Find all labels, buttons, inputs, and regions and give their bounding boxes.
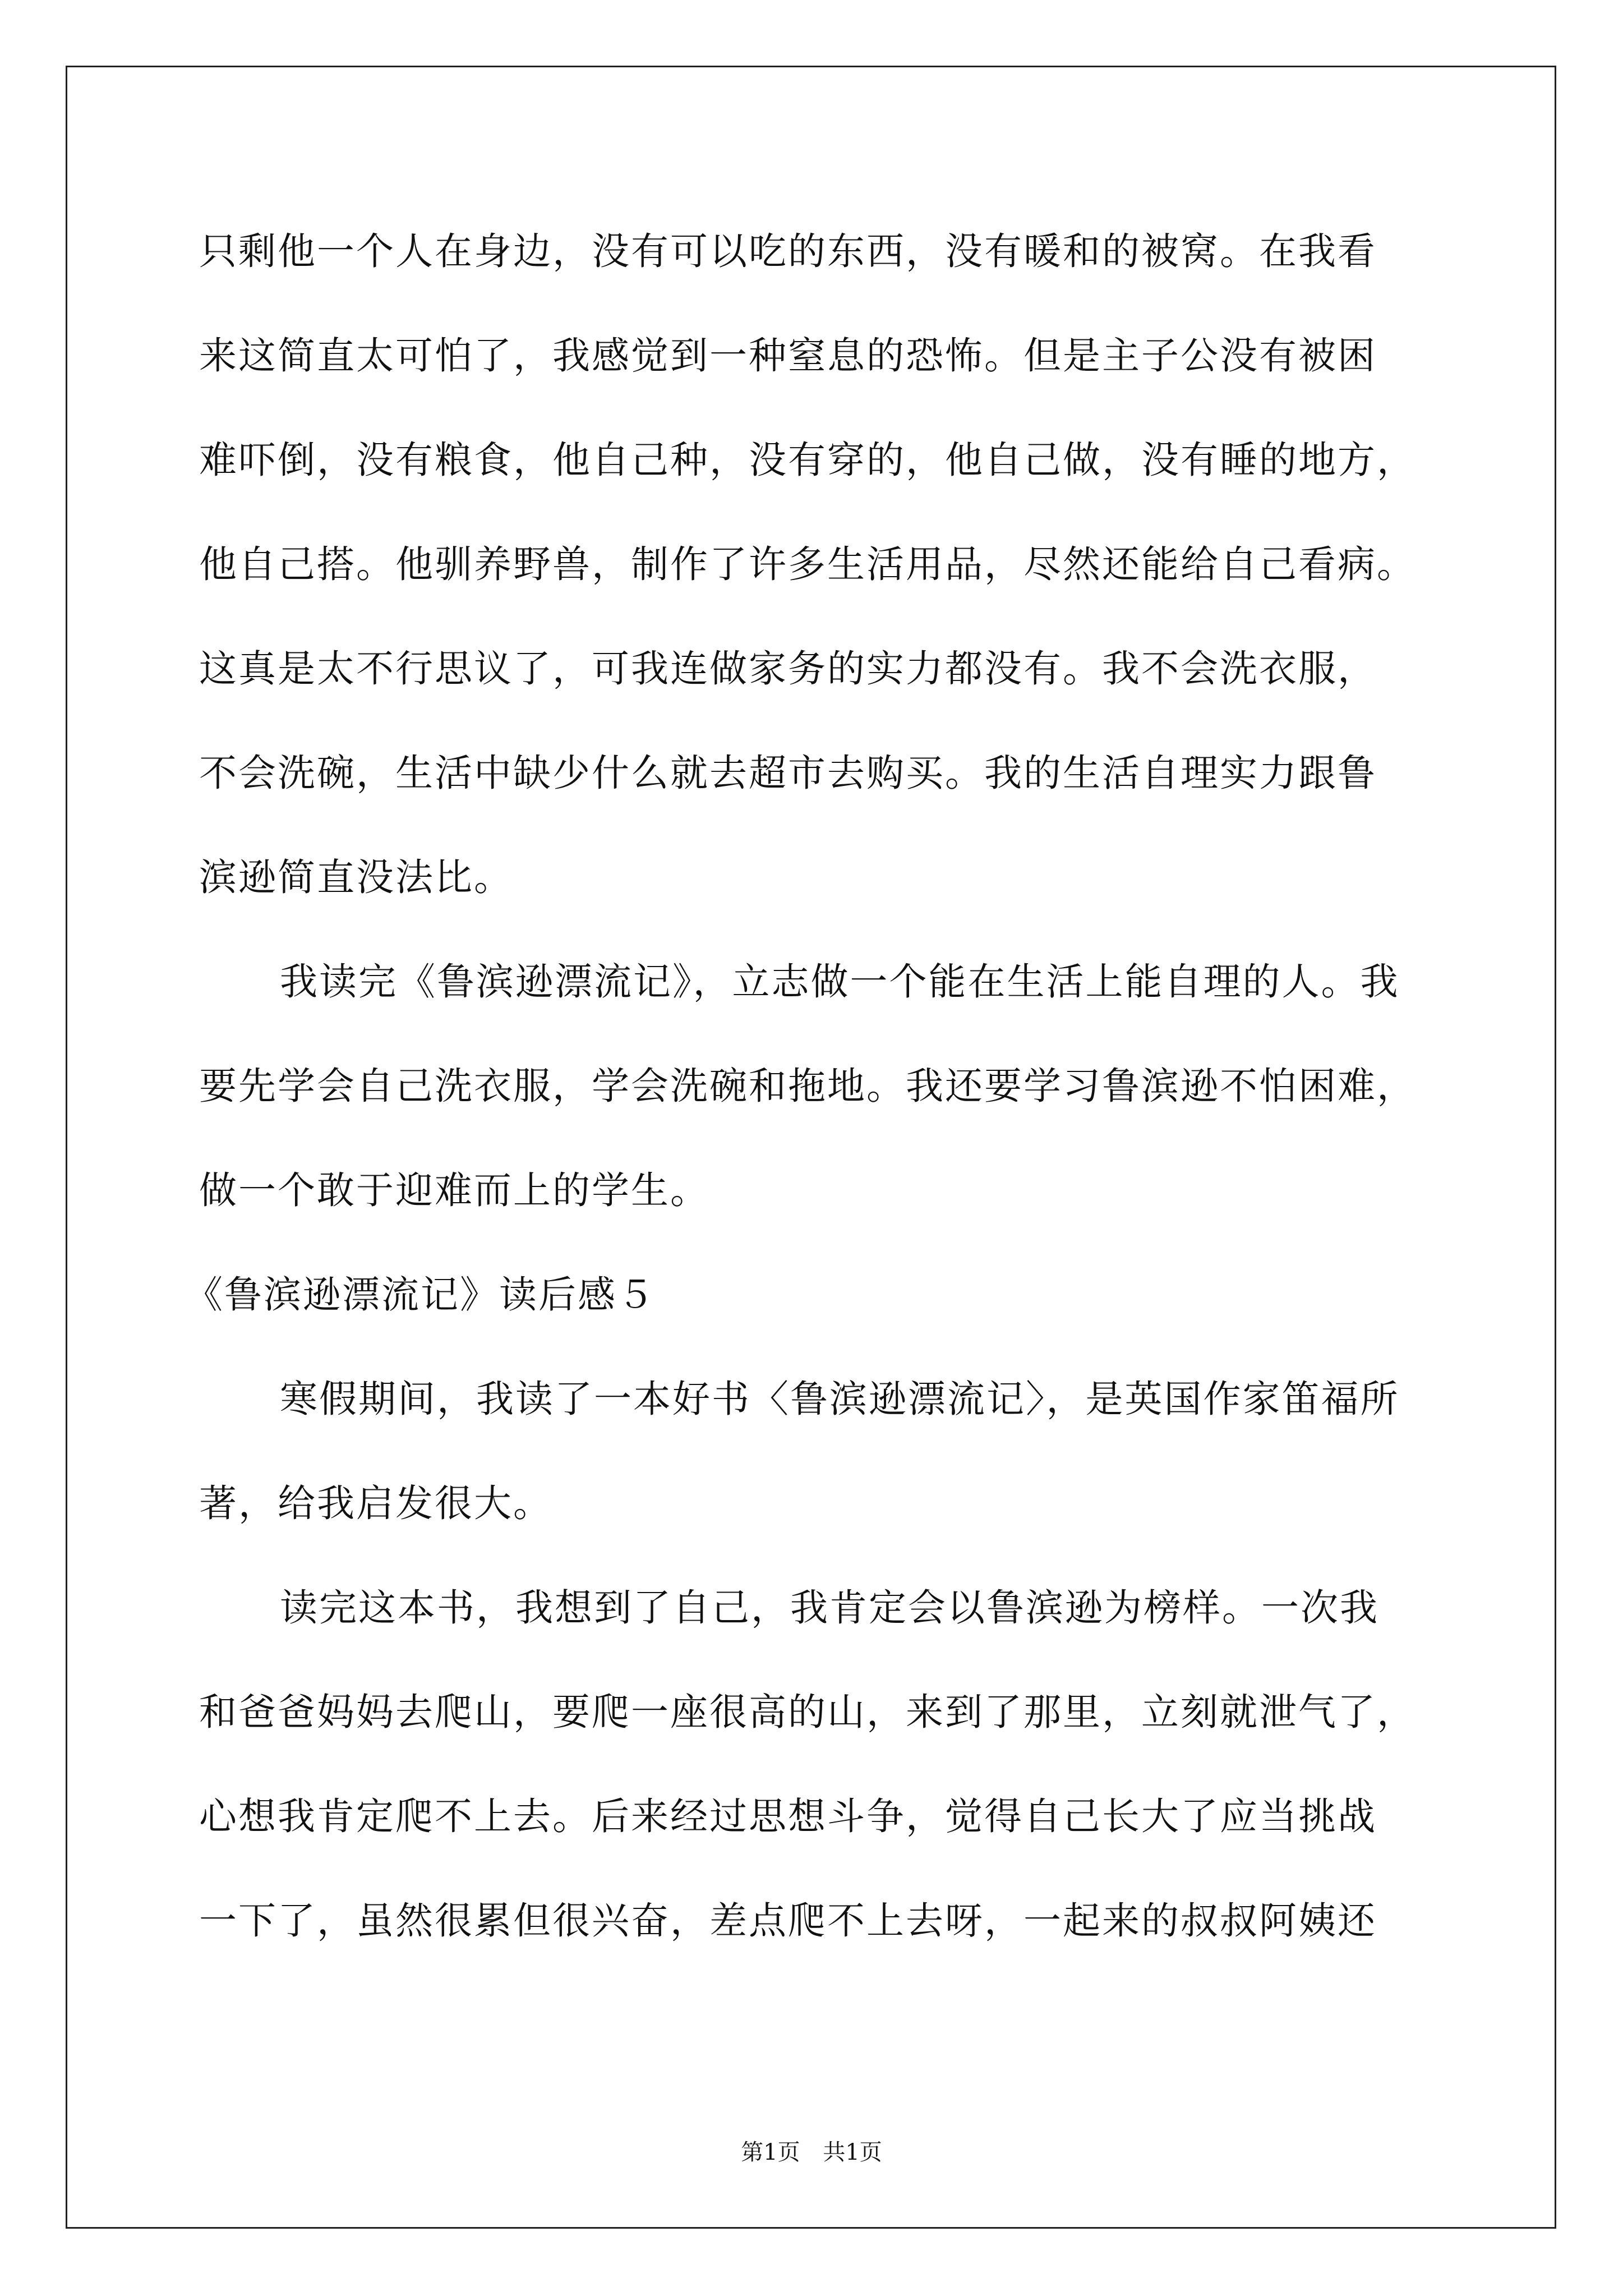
text-line: 要先学会自己洗衣服，学会洗碗和拖地。我还要学习鲁滨逊不怕困难，: [199, 1064, 1416, 1108]
page-count: 共1页: [823, 2139, 882, 2165]
text-line: 著，给我启发很大。: [199, 1481, 552, 1525]
page-footer: [0, 2134, 1623, 2166]
text-line: 做一个敢于迎难而上的学生。: [199, 1168, 709, 1212]
text-line: 心想我肯定爬不上去。后来经过思想斗争，觉得自己长大了应当挑战: [199, 1795, 1377, 1838]
document-body: [185, 199, 1433, 1973]
text-line: 他自己搭。他驯养野兽，制作了许多生活用品，尽然还能给自己看病。: [199, 542, 1416, 586]
paragraph-start-line: 读完这本书，我想到了自己，我肯定会以鲁滨逊为榜样。一次我: [280, 1586, 1379, 1630]
text-line: 一下了，虽然很累但很兴奋，差点爬不上去呀，一起来的叔叔阿姨还: [199, 1899, 1377, 1943]
paragraph-start-line: 寒假期间，我读了一本好书〈鲁滨逊漂流记〉，是英国作家笛福所: [280, 1377, 1400, 1421]
paragraph-start-line: 我读完《鲁滨逊漂流记》，立志做一个能在生活上能自理的人。我: [280, 960, 1400, 1004]
text-line: 只剩他一个人在身边，没有可以吃的东西，没有暖和的被窝。在我看: [199, 229, 1377, 273]
section-title: 《鲁滨逊漂流记》读后感５: [185, 1273, 656, 1317]
text-line: 难吓倒，没有粮食，他自己种，没有穿的，他自己做，没有睡的地方，: [199, 438, 1416, 482]
text-line: 和爸爸妈妈去爬山，要爬一座很高的山，来到了那里，立刻就泄气了，: [199, 1690, 1416, 1734]
text-line: 不会洗碗，生活中缺少什么就去超市去购买。我的生活自理实力跟鲁: [199, 751, 1377, 795]
page-number: 第1页: [741, 2139, 800, 2165]
text-line: 这真是太不行思议了，可我连做家务的实力都没有。我不会洗衣服，: [199, 647, 1377, 691]
text-line: 滨逊简直没法比。: [199, 855, 513, 899]
text-line: 来这简直太可怕了，我感觉到一种窒息的恐怖。但是主子公没有被困: [199, 334, 1377, 378]
